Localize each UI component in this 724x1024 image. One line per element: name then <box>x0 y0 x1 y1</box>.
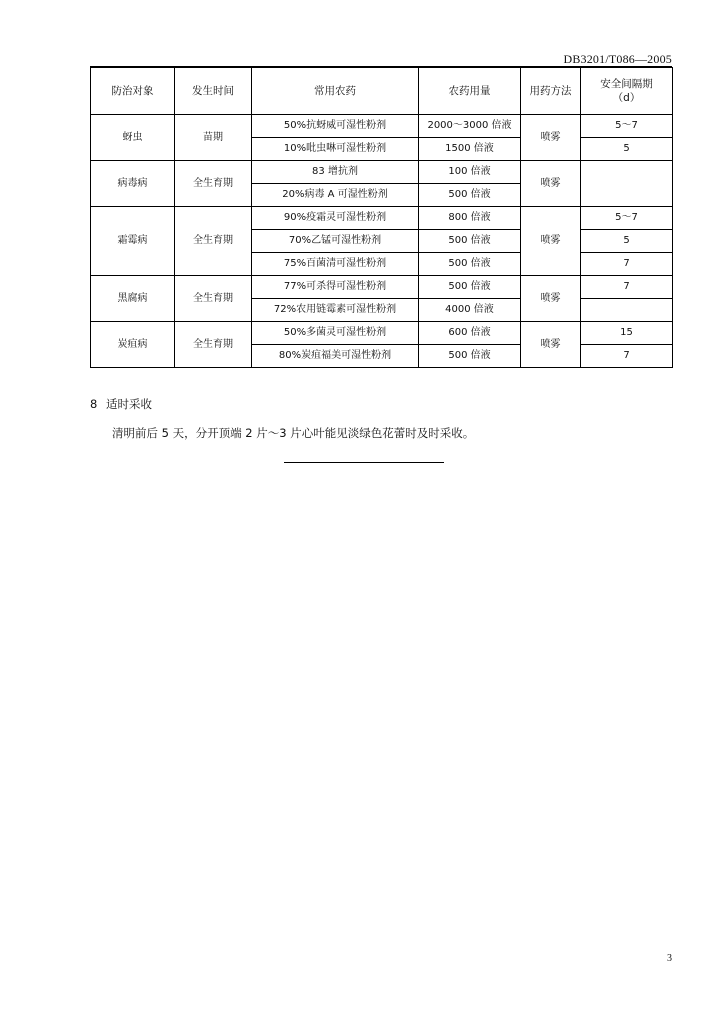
cell-dosage: 500 倍液 <box>419 184 521 207</box>
cell-method: 喷雾 <box>521 322 581 368</box>
cell-pesticide: 77%可杀得可湿性粉剂 <box>252 276 419 299</box>
cell-target: 黑腐病 <box>91 276 175 322</box>
col-header-interval-unit: （d） <box>612 92 641 104</box>
cell-pesticide: 83 增抗剂 <box>252 161 419 184</box>
cell-pesticide: 80%炭疽福美可湿性粉剂 <box>252 345 419 368</box>
cell-dosage: 600 倍液 <box>419 322 521 345</box>
cell-time: 苗期 <box>175 115 252 161</box>
cell-target: 霜霉病 <box>91 207 175 276</box>
table-row <box>91 276 673 299</box>
section-number: 8 <box>90 397 98 411</box>
cell-interval <box>581 161 673 207</box>
table-row <box>91 322 673 345</box>
end-rule <box>284 462 444 463</box>
table-header-row <box>91 68 673 115</box>
cell-pesticide: 72%农用链霉素可湿性粉剂 <box>252 299 419 322</box>
cell-interval: 5 <box>581 230 673 253</box>
cell-pesticide: 20%病毒 A 可湿性粉剂 <box>252 184 419 207</box>
cell-pesticide: 90%疫霜灵可湿性粉剂 <box>252 207 419 230</box>
cell-interval: 5～7 <box>581 207 673 230</box>
cell-time: 全生育期 <box>175 322 252 368</box>
cell-dosage: 500 倍液 <box>419 230 521 253</box>
col-header-interval <box>581 68 673 115</box>
cell-dosage: 100 倍液 <box>419 161 521 184</box>
cell-interval: 7 <box>581 276 673 299</box>
cell-dosage: 500 倍液 <box>419 345 521 368</box>
cell-dosage: 4000 倍液 <box>419 299 521 322</box>
section-body: 清明前后 5 天，分开顶端 2 片～3 片心叶能见淡绿色花蕾时及时采收。 <box>112 426 475 440</box>
table-row <box>91 207 673 230</box>
cell-target: 蚜虫 <box>91 115 175 161</box>
cell-time: 全生育期 <box>175 276 252 322</box>
cell-dosage: 500 倍液 <box>419 276 521 299</box>
cell-interval <box>581 299 673 322</box>
cell-target: 炭疽病 <box>91 322 175 368</box>
cell-pesticide: 10%吡虫啉可湿性粉剂 <box>252 138 419 161</box>
col-header-method: 用药方法 <box>521 68 581 115</box>
cell-time: 全生育期 <box>175 161 252 207</box>
cell-interval: 5～7 <box>581 115 673 138</box>
document-code: DB3201/T086—2005 <box>563 52 672 66</box>
cell-method: 喷雾 <box>521 207 581 276</box>
col-header-time: 发生时间 <box>175 68 252 115</box>
cell-interval: 15 <box>581 322 673 345</box>
pesticide-table <box>90 67 673 368</box>
cell-dosage: 500 倍液 <box>419 253 521 276</box>
cell-time: 全生育期 <box>175 207 252 276</box>
cell-pesticide: 70%乙锰可湿性粉剂 <box>252 230 419 253</box>
cell-method: 喷雾 <box>521 161 581 207</box>
page-number: 3 <box>667 953 672 964</box>
section-title: 适时采收 <box>106 397 152 411</box>
cell-interval: 5 <box>581 138 673 161</box>
cell-pesticide: 50%多菌灵可湿性粉剂 <box>252 322 419 345</box>
cell-interval: 7 <box>581 345 673 368</box>
cell-dosage: 800 倍液 <box>419 207 521 230</box>
col-header-target: 防治对象 <box>91 68 175 115</box>
col-header-interval-label: 安全间隔期 <box>600 78 653 90</box>
col-header-pesticide: 常用农药 <box>252 68 419 115</box>
cell-target: 病毒病 <box>91 161 175 207</box>
cell-method: 喷雾 <box>521 276 581 322</box>
table-row <box>91 161 673 184</box>
cell-dosage: 1500 倍液 <box>419 138 521 161</box>
cell-method: 喷雾 <box>521 115 581 161</box>
cell-pesticide: 75%百菌清可湿性粉剂 <box>252 253 419 276</box>
cell-dosage: 2000～3000 倍液 <box>419 115 521 138</box>
section-heading <box>90 396 152 412</box>
col-header-dosage: 农药用量 <box>419 68 521 115</box>
cell-interval: 7 <box>581 253 673 276</box>
cell-pesticide: 50%抗蚜威可湿性粉剂 <box>252 115 419 138</box>
table-row <box>91 115 673 138</box>
